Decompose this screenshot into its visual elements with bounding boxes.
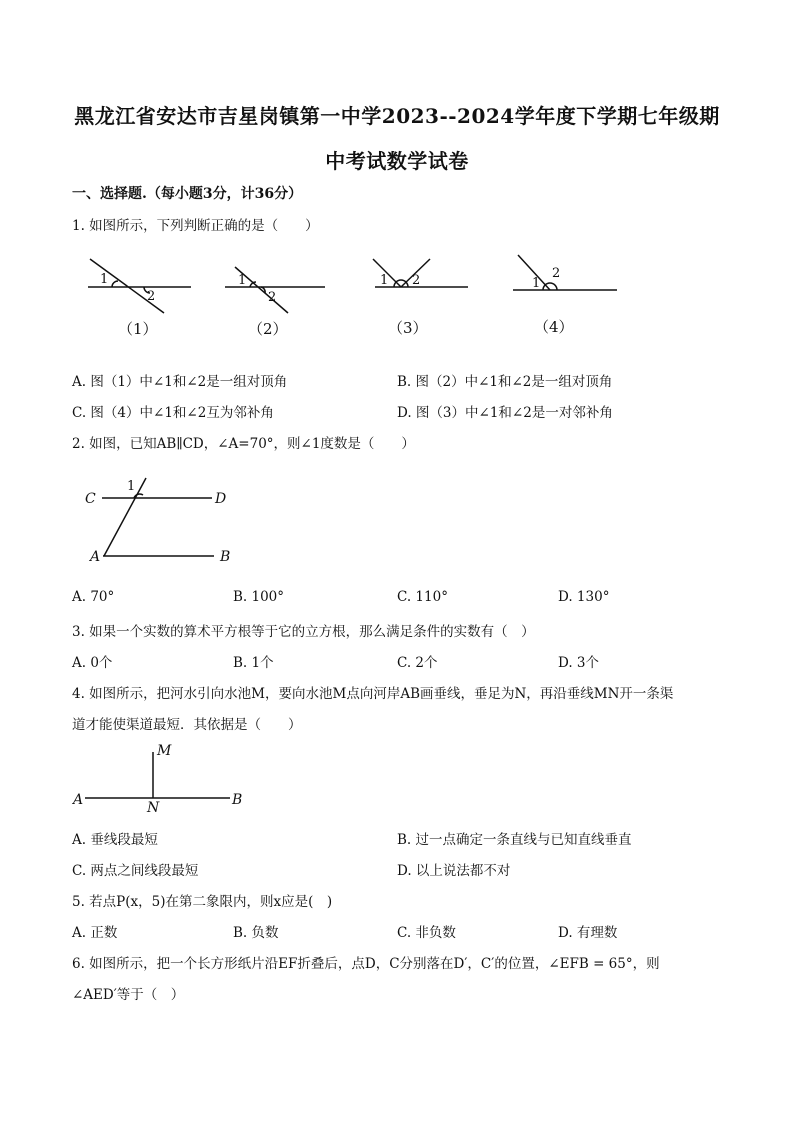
q1-option-c: C. 图（4）中∠1和∠2互为邻补角 (72, 405, 274, 421)
q4-option-b: B. 过一点确定一条直线与已知直线垂直 (397, 832, 632, 848)
q2-option-c: C. 110° (397, 589, 448, 605)
fig2-caption: （2） (248, 320, 288, 338)
q3-option-d: D. 3个 (558, 655, 600, 671)
question-6-line2: ∠AED′等于（ ） (72, 987, 185, 1003)
q3-option-a: A. 0个 (72, 655, 113, 671)
q4-option-d: D. 以上说法都不对 (397, 863, 511, 879)
fig4-label-2: 2 (552, 266, 561, 281)
question-4-line2: 道才能使渠道最短．其依据是（ ） (72, 717, 302, 733)
fig4-caption: （4） (534, 318, 574, 336)
q1-option-b: B. 图（2）中∠1和∠2是一组对顶角 (397, 374, 613, 390)
fig3-label-1: 1 (380, 273, 389, 288)
fig2-label-1: 1 (238, 273, 247, 288)
fig1-caption: （1） (118, 320, 158, 338)
question-1: 1. 如图所示，下列判断正确的是（ ） (72, 218, 319, 234)
label-b: B (220, 549, 231, 565)
q4-figure (65, 740, 265, 815)
q4-option-c: C. 两点之间线段最短 (72, 863, 199, 879)
label-d: D (215, 491, 227, 507)
fig3-caption: （3） (388, 319, 428, 337)
fig1-label-1: 1 (100, 272, 109, 287)
fig3-label-2: 2 (412, 273, 421, 288)
q5-option-a: A. 正数 (72, 925, 118, 941)
label-a: A (73, 792, 84, 808)
label-1: 1 (127, 479, 136, 494)
q4-option-a: A. 垂线段最短 (72, 832, 158, 848)
q2-option-a: A. 70° (72, 589, 115, 605)
fig1-label-2: 2 (147, 289, 156, 304)
question-5: 5. 若点P(x，5)在第二象限内，则x应是( ) (72, 894, 333, 910)
q3-option-c: C. 2个 (397, 655, 438, 671)
question-4: 4. 如图所示，把河水引向水池M，要向水池M点向河岸AB画垂线，垂足为N，再沿垂线MN开一条渠 (72, 686, 674, 702)
page-title-line2: 中考试数学试卷 (325, 149, 469, 173)
q2-option-b: B. 100° (233, 589, 285, 605)
label-n: N (147, 800, 160, 815)
q5-option-c: C. 非负数 (397, 925, 456, 941)
fig4-label-1: 1 (532, 276, 541, 291)
question-6: 6. 如图所示，把一个长方形纸片沿EF折叠后，点D，C分别落在D′，C′的位置，∠EFB = 65°，则 (72, 956, 660, 972)
q3-option-b: B. 1个 (233, 655, 274, 671)
section-heading: 一、选择题.（每小题3分，计36分） (72, 186, 303, 202)
label-a: A (90, 549, 101, 565)
question-2: 2. 如图，已知AB∥CD，∠A=70°，则∠1度数是（ ） (72, 436, 415, 452)
label-c: C (85, 491, 96, 507)
q2-option-d: D. 130° (558, 589, 610, 605)
question-3: 3. 如果一个实数的算术平方根等于它的立方根，那么满足条件的实数有（ ） (72, 624, 535, 640)
q1-option-d: D. 图（3）中∠1和∠2是一对邻补角 (397, 405, 613, 421)
q5-option-b: B. 负数 (233, 925, 279, 941)
q2-figure (70, 470, 250, 570)
q5-option-d: D. 有理数 (558, 925, 618, 941)
q1-figures (60, 245, 660, 345)
page-title: 黑龙江省安达市吉星岗镇第一中学2023--2024学年度下学期七年级期 (74, 104, 720, 128)
label-b: B (232, 792, 243, 808)
transversal (104, 478, 146, 556)
q1-option-a: A. 图（1）中∠1和∠2是一组对顶角 (72, 374, 288, 390)
fig2-label-2: 2 (268, 290, 277, 305)
label-m: M (157, 743, 172, 759)
fig1-arc1 (112, 281, 118, 287)
